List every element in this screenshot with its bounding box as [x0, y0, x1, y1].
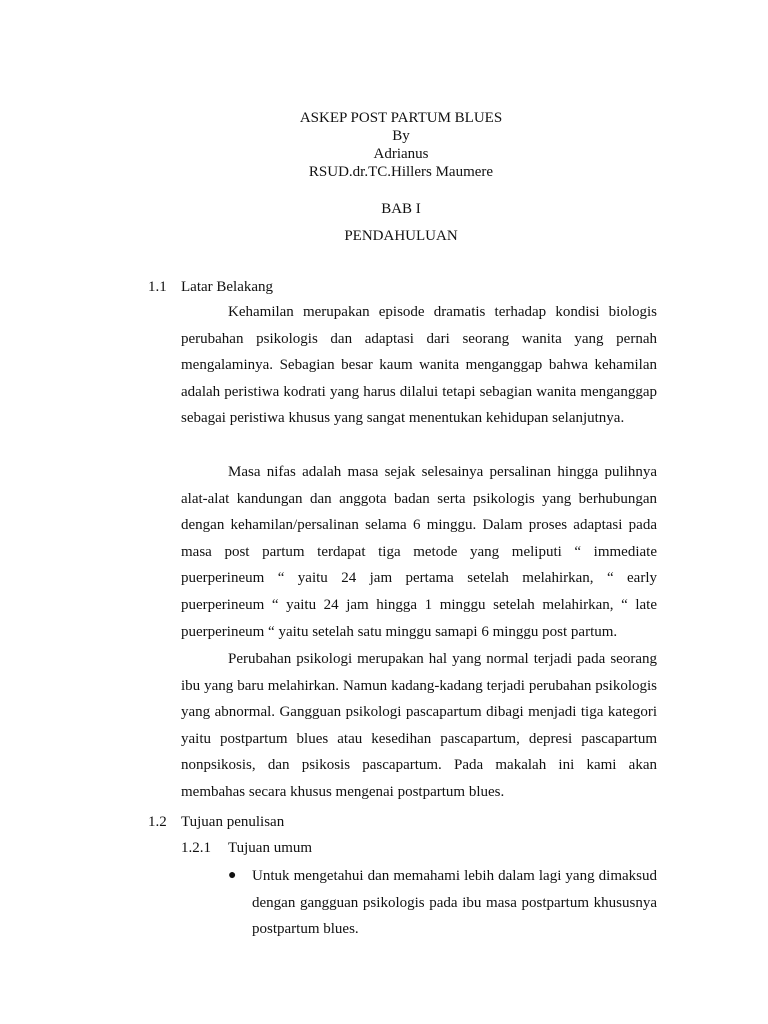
chapter-title: PENDAHULUAN	[344, 228, 458, 244]
paragraph: Perubahan psikologi merupakan hal yang normal terjadi pada seorang ibu yang baru melahirkan. Namun kadang-kadang terjadi perubahan psikologis yang abnormal. Gangguan psikologi pascapartum dibagi menjadi tiga kategori yaitu postpartum blues atau kesedihan pascapartum, depresi pascapartum nonpsikosis, dan psikosis pascapartum. Pada makalah ini kami akan membahas secara khusus mengenai postpartum blues.	[181, 651, 657, 800]
by-line: By	[392, 128, 410, 144]
bullet-text: Untuk mengetahui dan memahami lebih dalam lagi yang dimaksud dengan gangguan psikologis pada ibu masa postpartum khususnya postpartum blues.	[252, 868, 657, 938]
subsection-number: 1.2.1	[181, 840, 211, 856]
institution-name: RSUD.dr.TC.Hillers Maumere	[308, 164, 494, 180]
section-number: 1.2	[148, 814, 167, 830]
section-title: Tujuan penulisan	[181, 814, 285, 830]
author-name: Adrianus	[373, 146, 429, 162]
document-title: ASKEP POST PARTUM BLUES	[299, 110, 503, 126]
title-block	[0, 109, 768, 181]
paragraph: Masa nifas adalah masa sejak selesainya persalinan hingga pulihnya alat-alat kandungan dan anggota badan serta psikologis yang berhubungan dengan kehamilan/persalinan selama 6 minggu. Dalam proses adaptasi pada masa post partum terdapat tiga metode yang meliputi “ immediate puerperineum “ yaitu 24 jam pertama setelah melahirkan, “ early puerperineum “ yaitu 24 jam hingga 1 minggu setelah melahirkan, “ late puerperineum “ yaitu setelah satu minggu samapi 6 minggu post partum.	[181, 464, 657, 640]
chapter-label: BAB I	[381, 201, 421, 217]
bullet-icon: ●	[228, 868, 237, 883]
subsection-title: Tujuan umum	[228, 840, 313, 856]
section-number: 1.1	[148, 279, 167, 295]
section-title: Latar Belakang	[181, 279, 274, 295]
subsection-heading-tujuan-umum	[181, 839, 312, 857]
section-heading-latar-belakang	[148, 278, 273, 296]
section-heading-tujuan-penulisan	[148, 813, 284, 831]
paragraph: Kehamilan merupakan episode dramatis terhadap kondisi biologis perubahan psikologis dan adaptasi dari seorang wanita yang pernah mengalaminya. Sebagian besar kaum wanita menganggap bahwa kehamilan adalah peristiwa kodrati yang harus dilalui tetapi sebagian wanita menganggap sebagai peristiwa khusus yang sangat menentukan kehidupan selanjutnya.	[181, 304, 657, 427]
